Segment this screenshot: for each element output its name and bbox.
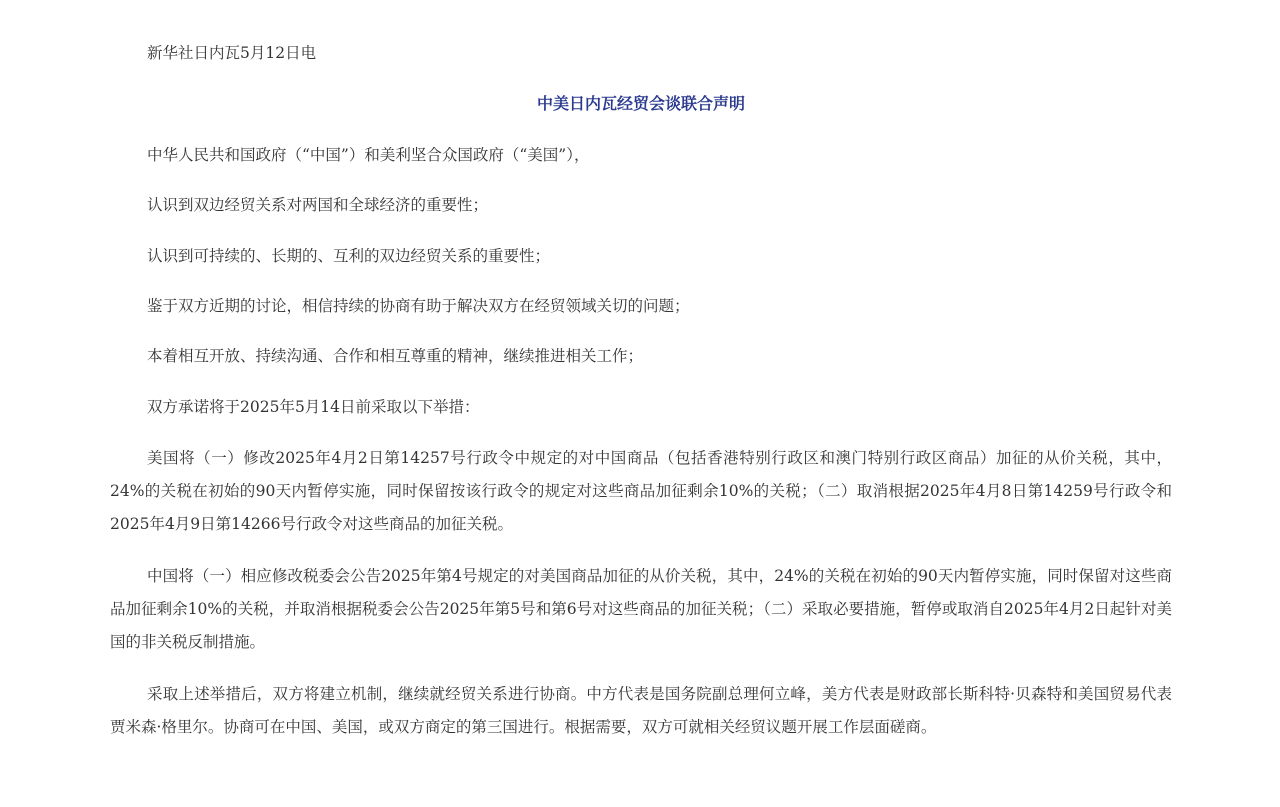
- paragraph-parties: 中华人民共和国政府（“中国”）和美利坚合众国政府（“美国”），: [147, 146, 590, 164]
- paragraph-spirit: 本着相互开放、持续沟通、合作和相互尊重的精神，继续推进相关工作；: [147, 347, 644, 365]
- article-title: 中美日内瓦经贸会谈联合声明: [536, 94, 745, 113]
- paragraph-mechanism: 采取上述举措后，双方将建立机制，继续就经贸关系进行协商。中方代表是国务院副总理何立峰，美方代表是财政部长斯科特·贝森特和美国贸易代表贾米森·格里尔。协商可在中国、美国，或双方商定的第三国进行。根据需要，双方可就相关经贸议题开展工作层面磋商。: [110, 685, 1172, 736]
- paragraph-us-measures: 美国将（一）修改2025年4月2日第14257号行政令中规定的对中国商品（包括香港特别行政区和澳门特别行政区商品）加征的从价关税，其中，24%的关税在初始的90天内暂停实施，同时保留按该行政令的规定对这些商品加征剩余10%的关税；（二）取消根据2025年4月8日第14259号行政令和2025年4月9日第14266号行政令对这些商品的加征关税。: [110, 449, 1172, 533]
- dateline: 新华社日内瓦5月12日电: [147, 44, 317, 62]
- paragraph-recognition-2: 认识到可持续的、长期的、互利的双边经贸关系的重要性；: [147, 247, 551, 265]
- paragraph-china-measures: 中国将（一）相应修改税委会公告2025年第4号规定的对美国商品加征的从价关税，其中，24%的关税在初始的90天内暂停实施，同时保留对这些商品加征剩余10%的关税，并取消根据税委会公告2025年第5号和第6号对这些商品的加征关税；（二）采取必要措施，暂停或取消自2025年4月2日起针对美国的非关税反制措施。: [110, 567, 1172, 651]
- paragraph-commitment: 双方承诺将于2025年5月14日前采取以下举措：: [147, 398, 480, 416]
- paragraph-discussion: 鉴于双方近期的讨论，相信持续的协商有助于解决双方在经贸领域关切的问题；: [147, 297, 690, 315]
- paragraph-recognition-1: 认识到双边经贸关系对两国和全球经济的重要性；: [147, 196, 489, 214]
